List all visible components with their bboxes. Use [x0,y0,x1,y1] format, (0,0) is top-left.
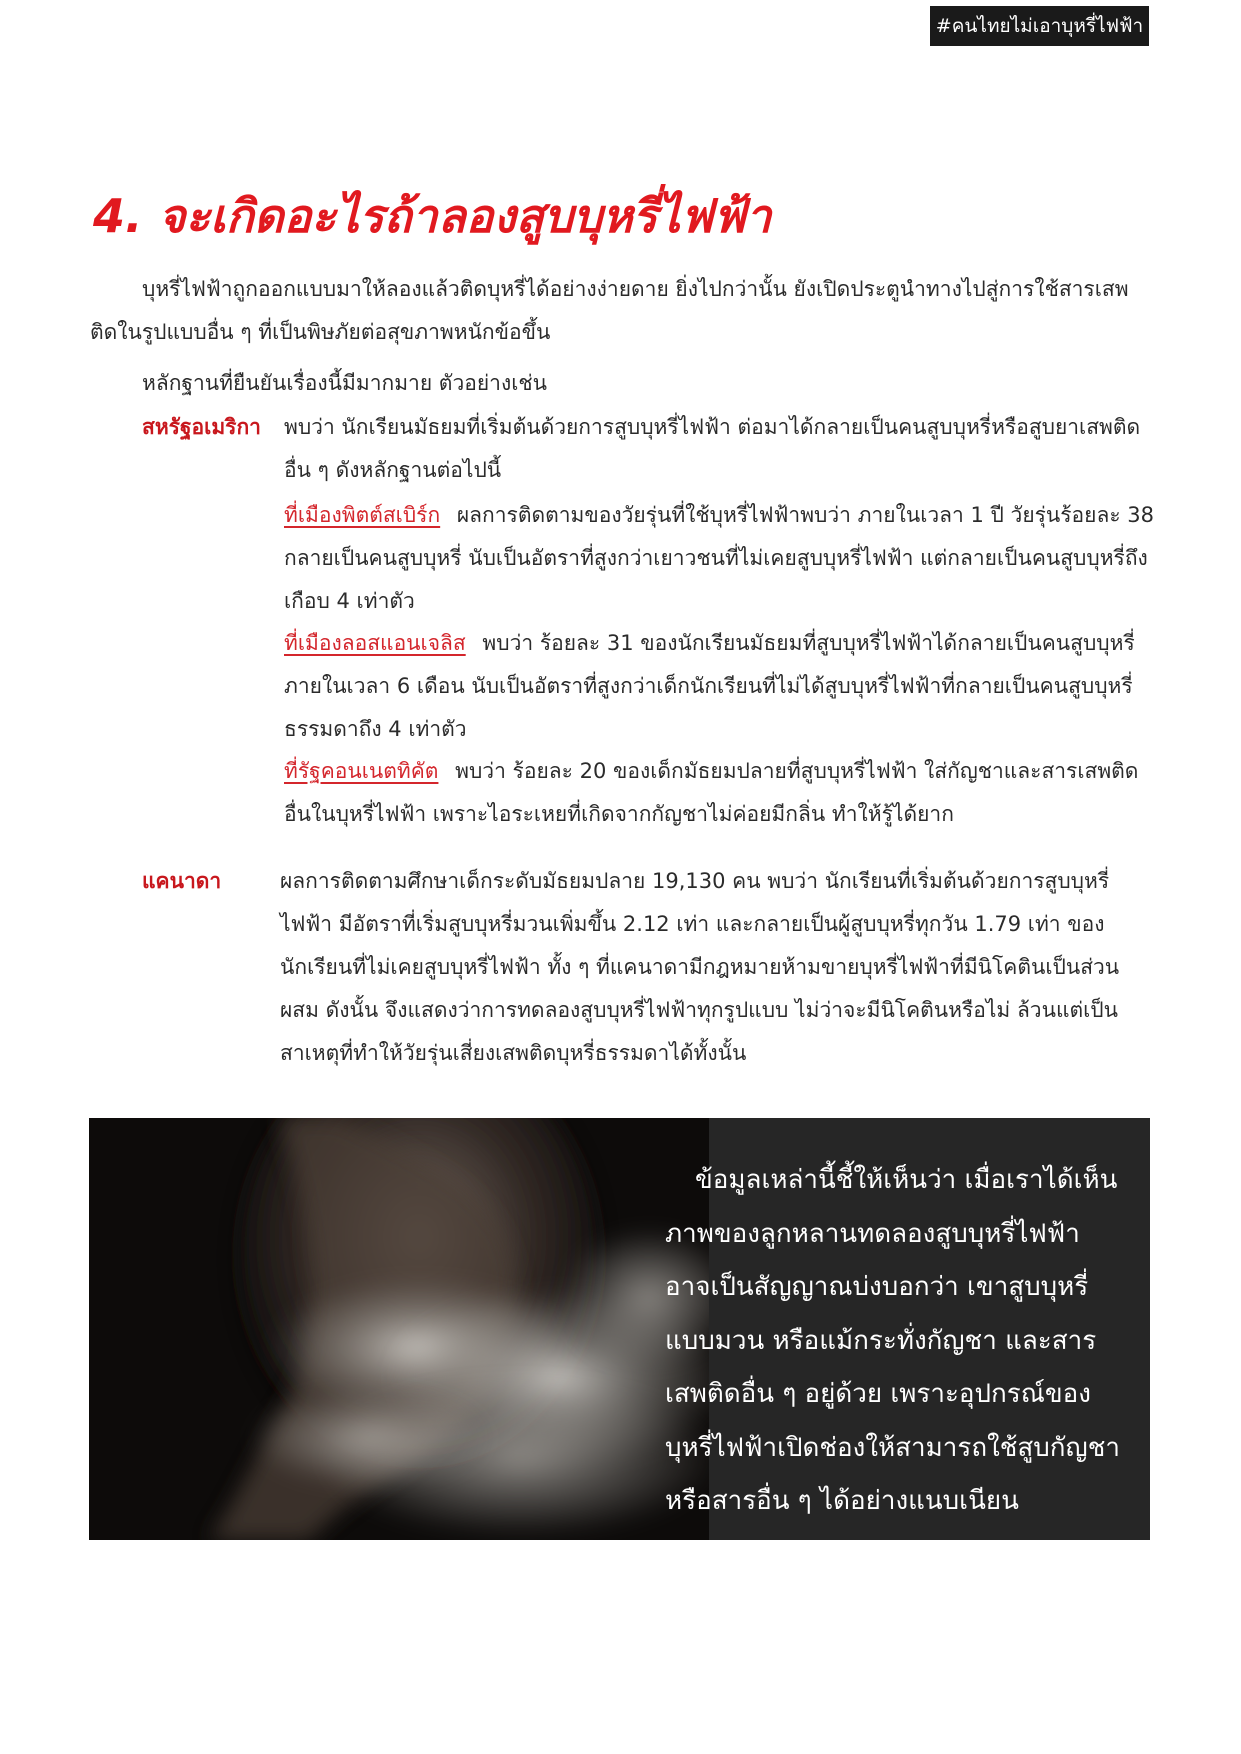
city-link-los-angeles[interactable]: ที่เมืองลอสแอนเจลิส [284,631,466,655]
smoker-smoke-illustration [89,1118,709,1540]
usa-label: สหรัฐอเมริกา [142,415,261,439]
city-evidence-connecticut [284,750,1156,836]
intro-paragraph: บุหรี่ไฟฟ้าถูกออกแบบมาให้ลองแล้วติดบุหรี่ได้อย่างง่ายดาย ยิ่งไปกว่านั้น ยังเปิดประตูนำทางไปสู่การใช้สารเสพติดในรูปแบบอื่น ๆ ที่เป็นพิษภัยต่อสุขภาพหนักข้อขึ้น [90,277,1129,344]
section-title: 4. จะเกิดอะไรถ้าลองสูบบุหรี่ไฟฟ้า [93,189,772,243]
city-evidence-pittsburgh [284,494,1156,623]
city-evidence-text: พบว่า ร้อยละ 20 ของเด็กมัธยมปลายที่สูบบุหรี่ไฟฟ้า ใส่กัญชาและสารเสพติดอื่นในบุหรี่ไฟฟ้า เพราะไอระเหยที่เกิดจากกัญชาไม่ค่อยมีกลิ่น ทำให้รู้ได้ยาก [284,759,1139,826]
city-link-pittsburgh[interactable]: ที่เมืองพิตต์สเบิร์ก [284,503,441,527]
hashtag-badge: #คนไทยไม่เอาบุหรี่ไฟฟ้า [930,6,1149,46]
canada-label: แคนาดา [142,869,222,893]
smoking-photo [89,1118,709,1540]
callout-text: ข้อมูลเหล่านี้ชี้ให้เห็นว่า เมื่อเราได้เห็นภาพของลูกหลานทดลองสูบบุหรี่ไฟฟ้า อาจเป็นสัญญาณบ่งบอกว่า เขาสูบบุหรี่แบบมวน หรือแม้กระทั่งกัญชา และสารเสพติดอื่น ๆ อยู่ด้วย เพราะอุปกรณ์ของบุหรี่ไฟฟ้าเปิดช่องให้สามารถใช้สูบกัญชาหรือสารอื่น ๆ ได้อย่างแนบเนียน [665,1165,1120,1516]
city-link-connecticut[interactable]: ที่รัฐคอนเนตทิคัต [284,759,439,783]
city-evidence-los-angeles [284,622,1156,751]
evidence-intro: หลักฐานที่ยืนยันเรื่องนี้มีมากมาย ตัวอย่างเช่น [142,371,547,395]
city-evidence-text: พบว่า ร้อยละ 31 ของนักเรียนมัธยมที่สูบบุหรี่ไฟฟ้าได้กลายเป็นคนสูบบุหรี่ภายในเวลา 6 เดือน นับเป็นอัตราที่สูงกว่าเด็กนักเรียนที่ไม่ได้สูบบุหรี่ไฟฟ้าที่กลายเป็นคนสูบบุหรี่ธรรมดาถึง 4 เท่าตัว [284,631,1135,741]
city-evidence-text: ผลการติดตามของวัยรุ่นที่ใช้บุหรี่ไฟฟ้าพบว่า ภายในเวลา 1 ปี วัยรุ่นร้อยละ 38 กลายเป็นคนสูบบุหรี่ นับเป็นอัตราที่สูงกว่าเยาวชนที่ไม่เคยสูบบุหรี่ไฟฟ้า แต่กลายเป็นคนสูบบุหรี่ถึงเกือบ 4 เท่าตัว [284,503,1155,613]
canada-text: ผลการติดตามศึกษาเด็กระดับมัธยมปลาย 19,130 คน พบว่า นักเรียนที่เริ่มต้นด้วยการสูบบุหรี่ไฟฟ้า มีอัตราที่เริ่มสูบบุหรี่มวนเพิ่มขึ้น 2.12 เท่า และกลายเป็นผู้สูบบุหรี่ทุกวัน 1.79 เท่า ของนักเรียนที่ไม่เคยสูบบุหรี่ไฟฟ้า ทั้ง ๆ ที่แคนาดามีกฎหมายห้ามขายบุหรี่ไฟฟ้าที่มีนิโคตินเป็นส่วนผสม ดังนั้น จึงแสดงว่าการทดลองสูบบุหรี่ไฟฟ้าทุกรูปแบบ ไม่ว่าจะมีนิโคตินหรือไม่ ล้วนแต่เป็นสาเหตุที่ทำให้วัยรุ่นเสี่ยงเสพติดบุหรี่ธรรมดาได้ทั้งนั้น [280,869,1120,1065]
usa-intro: พบว่า นักเรียนมัธยมที่เริ่มต้นด้วยการสูบบุหรี่ไฟฟ้า ต่อมาได้กลายเป็นคนสูบบุหรี่หรือสูบยาเสพติดอื่น ๆ ดังหลักฐานต่อไปนี้ [284,415,1141,482]
